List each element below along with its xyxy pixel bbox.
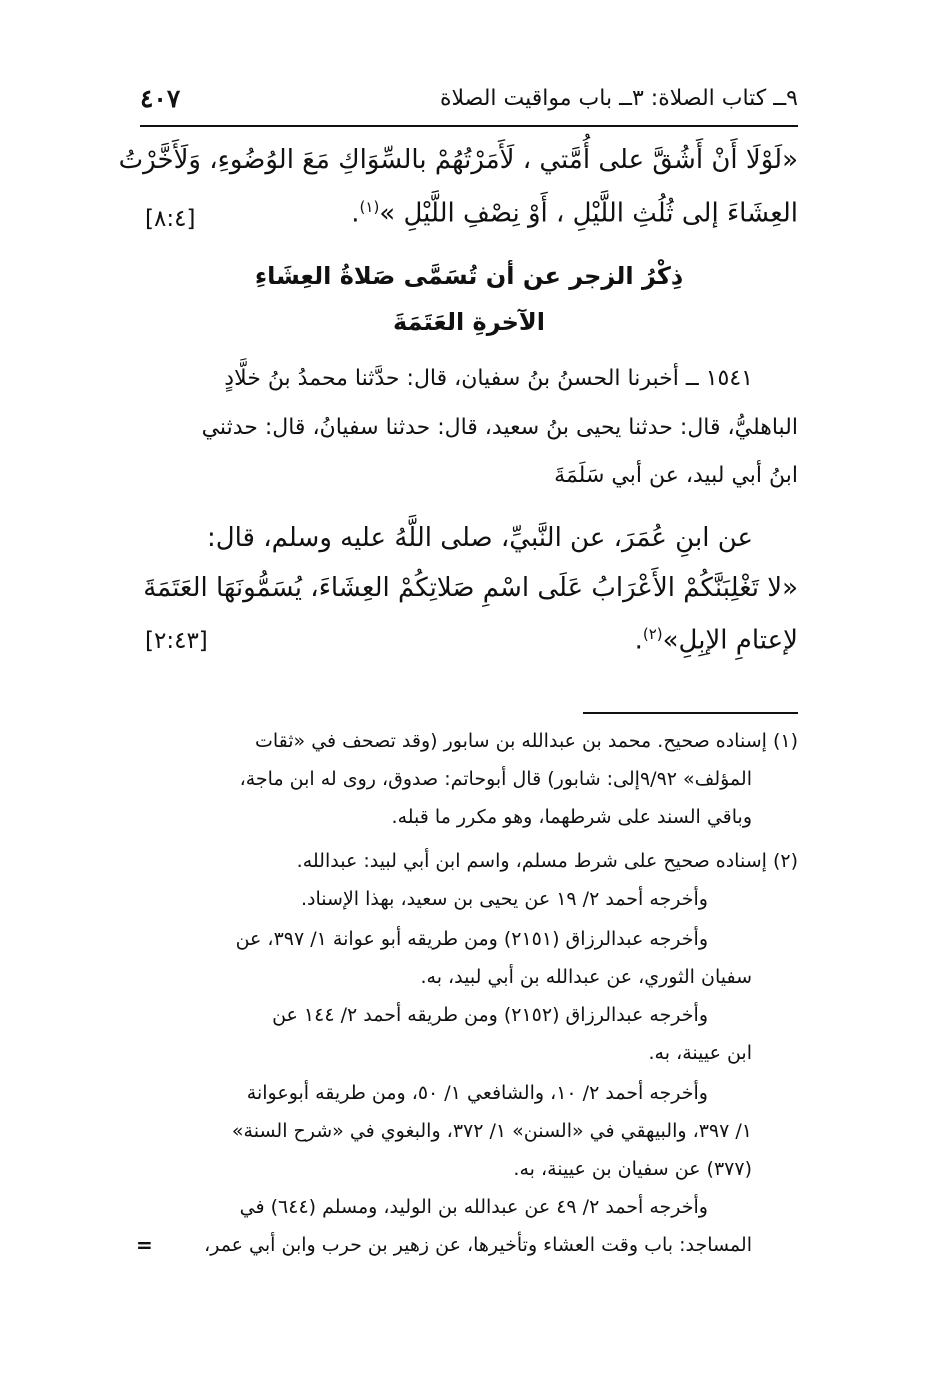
footnote-divider bbox=[583, 712, 798, 714]
footnote-2-line-3: وأخرجه عبدالرزاق (٢١٥١) ومن طريقه أبو عوانة ١/ ٣٩٧، عن bbox=[235, 928, 708, 950]
footnote-2-line-2: وأخرجه أحمد ٢/ ١٩ عن يحيى بن سعيد، بهذا الإسناد. bbox=[301, 888, 708, 910]
prev-hadith-reference: [٨:٤] bbox=[145, 206, 196, 232]
footnote-2-line-6: ابن عيينة، به. bbox=[648, 1042, 752, 1064]
footnote-2-line-7: وأخرجه أحمد ٢/ ١٠، والشافعي ١/ ٥٠، ومن طريقه أبوعوانة bbox=[246, 1082, 708, 1104]
footnote-2-number: (٢) bbox=[772, 850, 798, 872]
prev-hadith-line-2: العِشَاءَ إلى ثُلُثِ اللَّيْلِ ، أَوْ نِصْفِ اللَّيْلِ »$^{(١)}$. bbox=[351, 198, 798, 229]
footnote-1-number: (١) bbox=[772, 730, 798, 752]
footnote-2-line-9: (٣٧٧) عن سفيان بن عيينة، به. bbox=[513, 1158, 752, 1180]
isnad-line-2: الباهليُّ، قال: حدثنا يحيى بنُ سعيد، قال: حدثنا سفيانُ، قال: حدثني bbox=[201, 415, 798, 440]
footnote-marker-2[interactable]: (٢) bbox=[642, 625, 663, 643]
matn-line-1: عن ابنِ عُمَرَ، عن النَّبيِّ، صلى اللَّهُ عليه وسلم، قال: bbox=[206, 523, 753, 553]
isnad-line-3: ابنُ أبي لبيد، عن أبي سَلَمَةَ bbox=[554, 463, 798, 488]
footnote-2-line-5: وأخرجه عبدالرزاق (٢١٥٢) ومن طريقه أحمد ٢/ ١٤٤ عن bbox=[272, 1004, 708, 1026]
prev-hadith-line-1: «لَوْلَا أَنْ أَشُقَّ على أُمَّتي ، لَأَمَرْتُهُمْ بالسِّوَاكِ مَعَ الوُضُوءِ، وَلَأَخَّرْتُ bbox=[118, 145, 798, 175]
footnote-1-line-1: (١) إسناده صحيح. محمد بن عبدالله بن سابور (وقد تصحف في «ثقات bbox=[254, 730, 798, 752]
footnote-2-line-8: ١/ ٣٩٧، والبيهقي في «السنن» ١/ ٣٧٢، والبغوي في «شرح السنة» bbox=[231, 1120, 752, 1142]
footnote-2-line-1: (٢) إسناده صحيح على شرط مسلم، واسم ابن أبي لبيد: عبدالله. bbox=[296, 850, 798, 872]
isnad-line-1: ١٥٤١ ــ أخبرنا الحسنُ بنُ سفيان، قال: حدَّثنا محمدُ بنُ خلَّادٍ bbox=[224, 366, 753, 391]
footnote-marker-1[interactable]: (١) bbox=[359, 198, 380, 216]
matn-line-2: «لا تَغْلِبَنَّكُمْ الأَعْرَابُ عَلَى اسْمِ صَلاتِكُمْ العِشَاءَ، يُسَمُّونَهَا العَتَمَةَ bbox=[143, 573, 798, 603]
chapter-heading-line-2: الآخرةِ العَتَمَةَ bbox=[392, 308, 546, 336]
chapter-heading-line-1: ذِكْرُ الزجر عن أن تُسَمَّى صَلاةُ العِشَاءِ bbox=[254, 262, 684, 290]
footnote-1-line-3: وباقي السند على شرطهما، وهو مكرر ما قبله. bbox=[391, 806, 752, 828]
footnote-2-line-10: وأخرجه أحمد ٢/ ٤٩ عن عبدالله بن الوليد، ومسلم (٦٤٤) في bbox=[239, 1196, 708, 1218]
header-divider bbox=[140, 125, 798, 127]
matn-line-3: لإعتامِ الإبِلِ»$^{(٢)}$. bbox=[634, 625, 798, 656]
page-number: ٤٠٧ bbox=[140, 84, 181, 113]
matn-reference: [٢:٤٣] bbox=[145, 628, 208, 654]
footnote-2-line-11: المساجد: باب وقت العشاء وتأخيرها، عن زهير بن حرب وابن أبي عمر، bbox=[204, 1234, 752, 1256]
footnote-2-line-4: سفيان الثوري، عن عبدالله بن أبي لبيد، به. bbox=[420, 966, 752, 988]
footnote-1-line-2: المؤلف» ٩/٩٢إلى: شابور) قال أبوحاتم: صدوق، روى له ابن ماجة، bbox=[239, 768, 752, 790]
running-header-chapter: ٩ــ كتاب الصلاة: ٣ــ باب مواقيت الصلاة bbox=[440, 86, 798, 111]
continuation-mark: = bbox=[136, 1233, 153, 1257]
